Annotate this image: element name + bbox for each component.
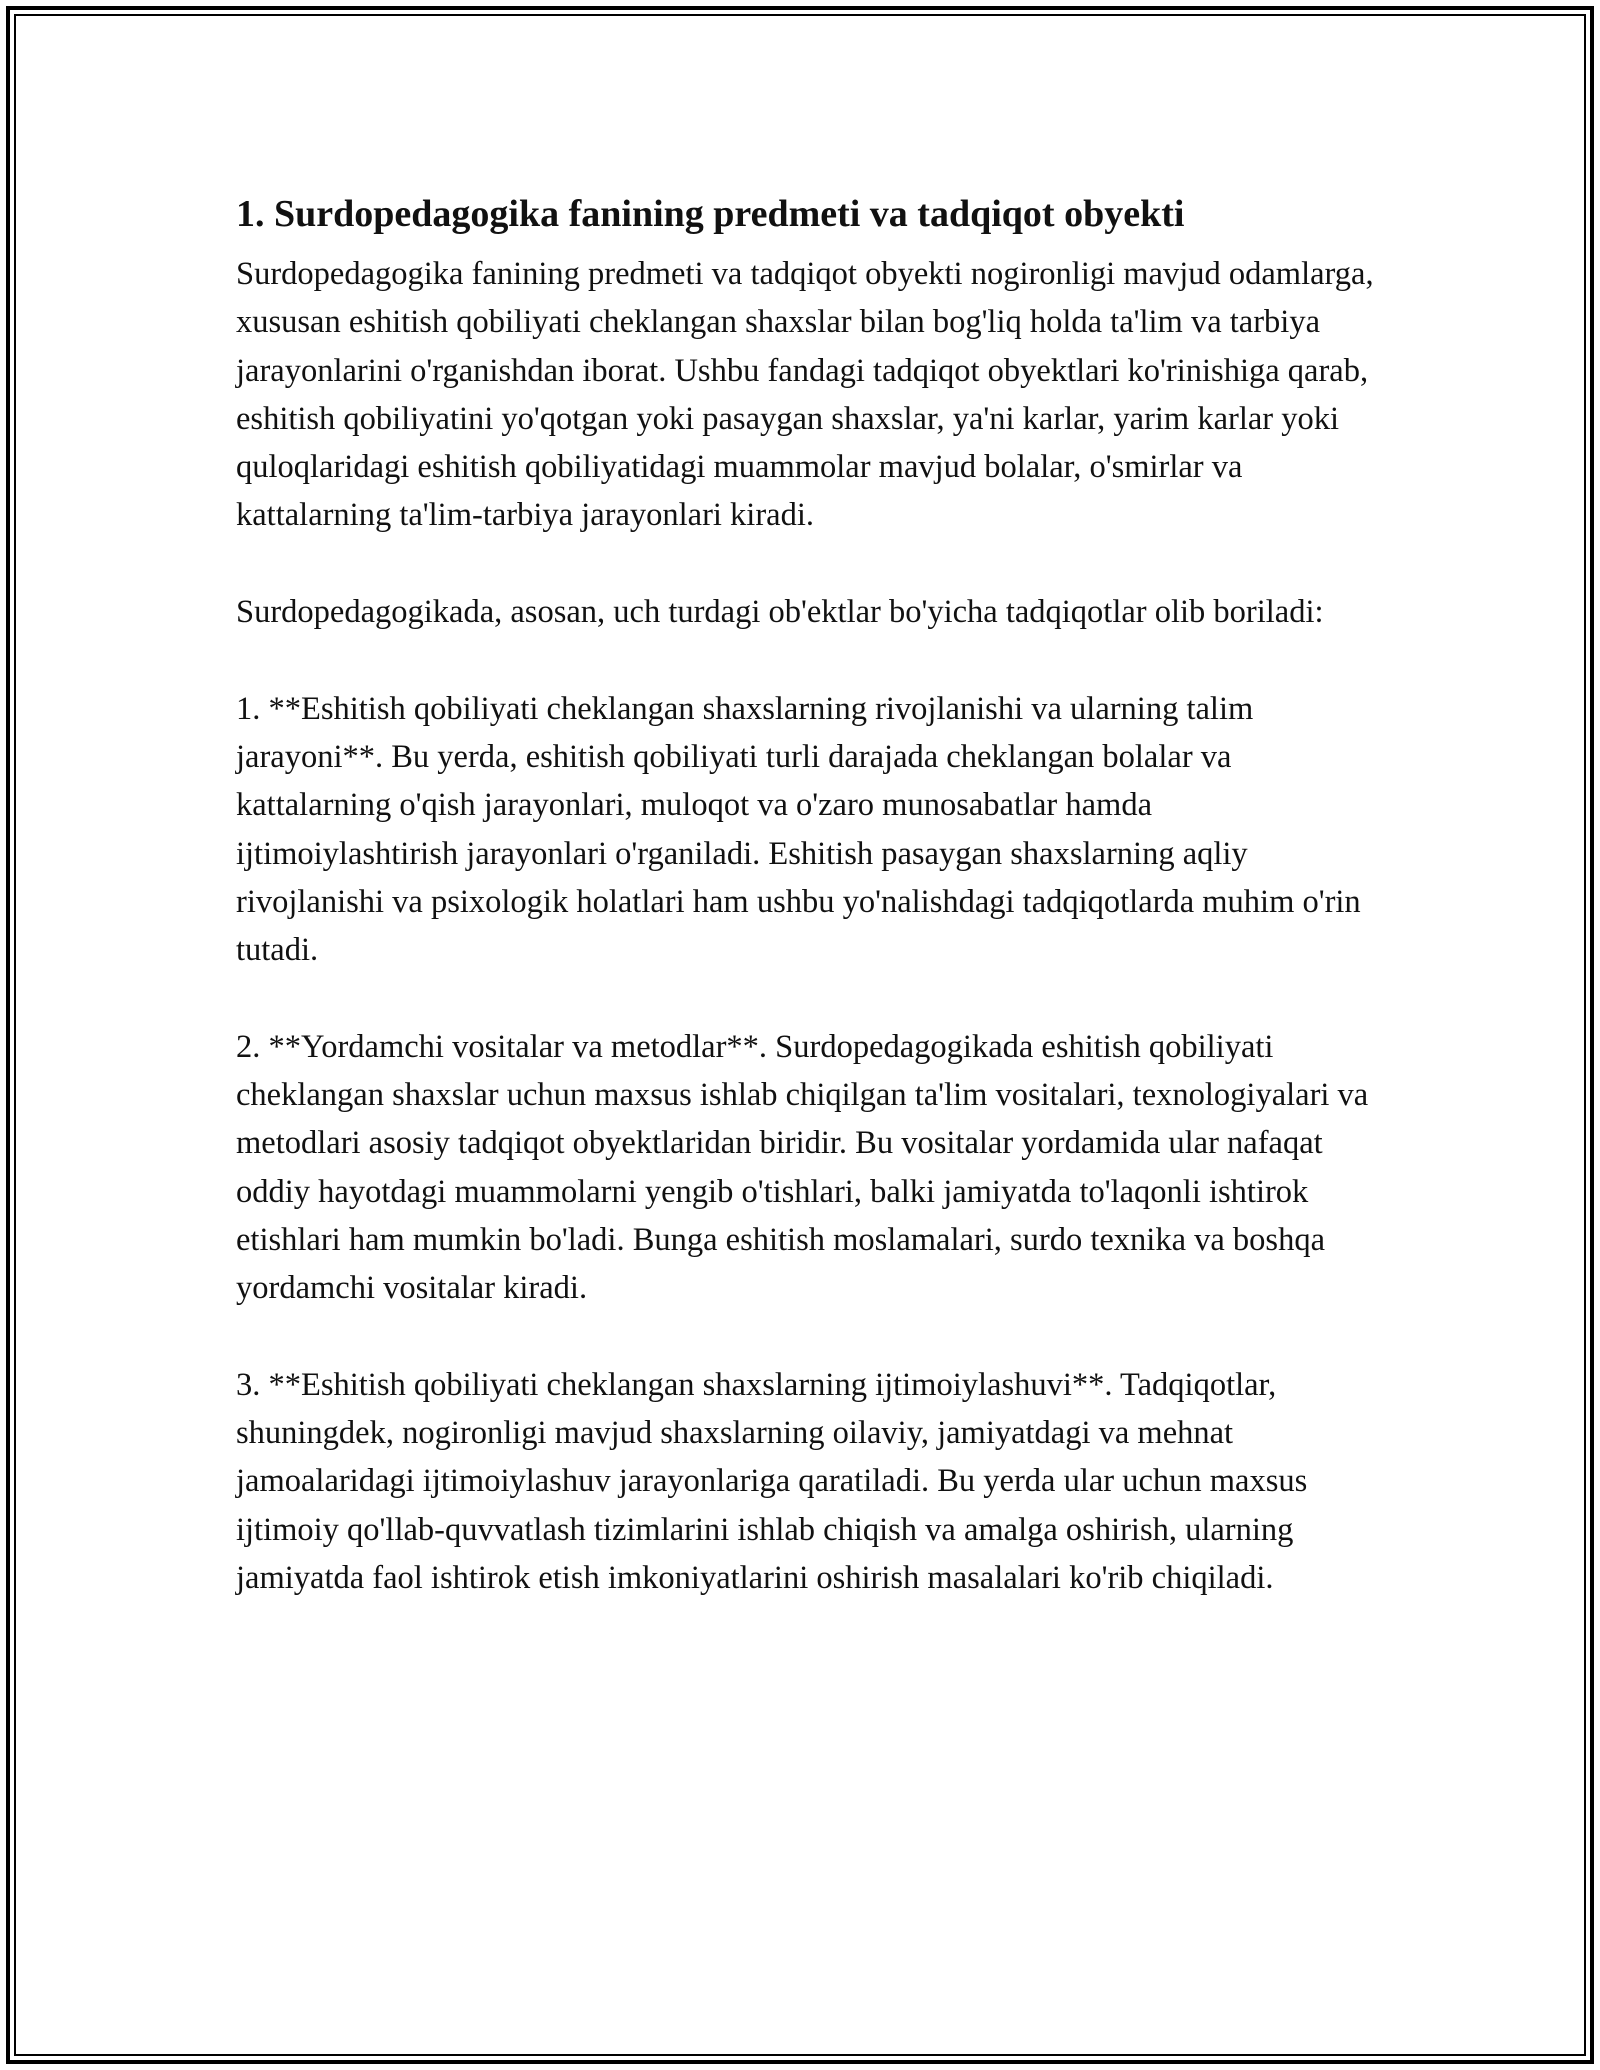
paragraph-item-2: 2. **Yordamchi vositalar va metodlar**. Surdopedagogikada eshitish qobiliyati cheklangan shaxslar uchun maxsus ishlab chiqilgan ta'lim vositalari, texnologiyalari va metodlari asosiy tadqiqot obyektlaridan biridir. Bu vositalar yordamida ular nafaqat oddiy hayotdagi muammolarni yengib o'tishlari, balki jamiyatda to'laqonli ishtirok etishlari ham mumkin bo'ladi. Bunga eshitish moslamalari, surdo texnika va boshqa yordamchi vositalar kiradi. <box>236 1028 1369 1307</box>
paragraph-objects-lead: Surdopedagogikada, asosan, uch turdagi ob'ektlar bo'yicha tadqiqotlar olib boriladi: <box>236 594 1324 631</box>
paragraph-intro: Surdopedagogika fanining predmeti va tadqiqot obyekti nogironligi mavjud odamlarga, xususan eshitish qobiliyati cheklangan shaxslar bilan bog'liq holda ta'lim va tarbiya jarayonlarini o'rganishdan iborat. Ushbu fandagi tadqiqot obyektlari ko'rinishiga qarab, eshitish qobiliyatini yo'qotgan yoki pasaygan shaxslar, ya'ni karlar, yarim karlar yoki quloqlaridagi eshitish qobiliyatidagi muammolar mavjud bolalar, o'smirlar va kattalarning ta'lim-tarbiya jarayonlari kiradi. <box>236 256 1374 534</box>
paragraph-item-3: 3. **Eshitish qobiliyati cheklangan shaxslarning ijtimoiylashuvi**. Tadqiqotlar, shuningdek, nogironligi mavjud shaxslarning oilaviy, jamiyatdagi va mehnat jamoalaridagi ijtimoiylashuv jarayonlariga qaratiladi. Bu yerda ular uchun maxsus ijtimoiy qo'llab-quvvatlash tizimlarini ishlab chiqish va amalga oshirish, ularning jamiyatda faol ishtirok etish imkoniyatlarini oshirish masalalari ko'rib chiqiladi. <box>236 1366 1308 1597</box>
paragraph-item-1: 1. **Eshitish qobiliyati cheklangan shaxslarning rivojlanishi va ularning talim jarayoni**. Bu yerda, eshitish qobiliyati turli darajada cheklangan bolalar va kattalarning o'qish jarayonlari, muloqot va o'zaro munosabatlar hamda ijtimoiylashtirish jarayonlari o'rganiladi. Eshitish pasaygan shaxslarning aqliy rivojlanishi va psixologik holatlari ham ushbu yo'nalishdagi tadqiqotlarda muhim o'rin tutadi. <box>236 690 1361 969</box>
document-title: 1. Surdopedagogika fanining predmeti va tadqiqot obyekti <box>236 193 1185 235</box>
document-body <box>236 188 1376 1651</box>
